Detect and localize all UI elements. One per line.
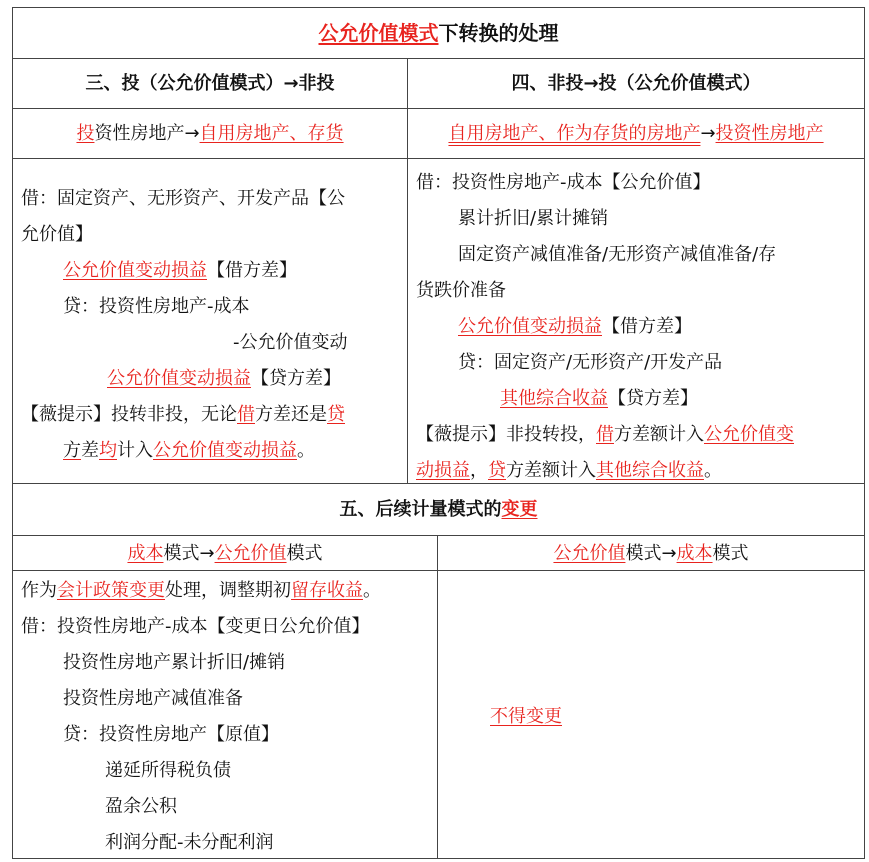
s3-line-1: 借：固定资产、无形资产、开发产品【公: [21, 188, 345, 209]
s3-line-2: 允价值】: [21, 224, 93, 245]
s4-line-8-a: 【薇提示】非投转投，: [416, 424, 596, 445]
flow4-b: →: [700, 123, 716, 144]
right-head-a: 公允价值: [553, 543, 626, 564]
s3-line-6: [21, 361, 399, 397]
s5-line-1-a: 作为: [21, 580, 57, 601]
s4-line-7-red: 其他综合收益: [500, 388, 608, 409]
section3-body: [13, 159, 407, 483]
flow4-c: 投资性房地产: [715, 123, 824, 144]
right-head-b: 模式→: [625, 543, 677, 564]
section5-right-body: [437, 571, 864, 858]
s4-line-1: 借：投资性房地产-成本【公允价值】: [416, 172, 711, 193]
section5-left-head: [13, 536, 437, 570]
flow4-a: 自用房地产、作为存货的房地产: [448, 123, 701, 144]
s4-line-9-f: 。: [704, 460, 722, 481]
section3-heading: 三、投（公允价值模式）→非投: [85, 73, 335, 94]
section-headings-row: [13, 58, 864, 108]
s5-line-1-c: 处理，调整期初: [165, 580, 291, 601]
s5-line-6: 递延所得税负债: [105, 760, 231, 781]
s4-line-9-c: 贷: [488, 460, 506, 481]
s3-line-7: [21, 397, 399, 433]
flow3-c: 自用房地产、存货: [199, 123, 344, 144]
s3-line-5: -公允价值变动: [233, 332, 348, 353]
s5-line-1: [21, 573, 429, 609]
s4-line-9-b: ，: [470, 460, 488, 481]
s4-line-9-e: 其他综合收益: [596, 460, 704, 481]
s3-line-7-b: 借: [237, 404, 255, 425]
s3-line-8-d: 计入: [117, 440, 153, 461]
s4-line-9-a: 动损益: [416, 460, 470, 481]
s5-line-1-d: 留存收益: [291, 580, 363, 601]
s3-line-4: 贷：投资性房地产-成本: [63, 296, 250, 317]
flow3-a: 投: [76, 123, 95, 144]
s4-line-3: 固定资产减值准备/无形资产减值准备/存: [458, 244, 777, 265]
section5-left-body: [13, 571, 437, 858]
s3-line-8-e: 公允价值变动损益: [153, 440, 297, 461]
s4-line-9-d: 方差额计入: [506, 460, 596, 481]
s3-line-3: [21, 253, 399, 289]
s4-line-7-tail: 【贷方差】: [608, 388, 698, 409]
s4-line-8-c: 方差额计入: [614, 424, 704, 445]
s4-line-8-d: 公允价值变: [704, 424, 794, 445]
section4-heading: 四、非投→投（公允价值模式）: [407, 59, 864, 108]
s5-line-4: 投资性房地产减值准备: [63, 688, 243, 709]
s3-line-3-tail: 【借方差】: [207, 260, 297, 281]
table-title: [13, 8, 864, 58]
section3-flow: [13, 109, 407, 158]
s4-line-7: [416, 381, 856, 417]
s3-line-3-red: 公允价值变动损益: [63, 260, 207, 281]
s5-line-1-e: 。: [363, 580, 381, 601]
s3-line-8-b: 差: [81, 440, 99, 461]
s5-line-3: 投资性房地产累计折旧/摊销: [63, 652, 286, 673]
left-head-b: 模式→: [163, 543, 215, 564]
s4-line-2: 累计折旧/累计摊销: [458, 208, 609, 229]
s4-line-4: 货跌价准备: [416, 280, 506, 301]
section5-heading-red: 变更: [501, 499, 538, 520]
s3-line-6-red: 公允价值变动损益: [107, 368, 251, 389]
s4-line-5-tail: 【借方差】: [602, 316, 692, 337]
right-head-c: 成本: [676, 543, 713, 564]
left-head-d: 模式: [286, 543, 323, 564]
journal-row: [13, 158, 864, 483]
s3-line-7-c: 方差还是: [255, 404, 327, 425]
section5-right-head: [437, 536, 864, 570]
s5-line-8: 利润分配-未分配利润: [105, 832, 274, 853]
flow3-b: 资性房地产→: [94, 123, 200, 144]
s5-line-7: 盈余公积: [105, 796, 177, 817]
s4-line-5-red: 公允价值变动损益: [458, 316, 602, 337]
left-head-c: 公允价值: [214, 543, 287, 564]
s5-line-5: 贷：投资性房地产【原值】: [63, 724, 279, 745]
right-head-d: 模式: [712, 543, 749, 564]
s3-line-8: [21, 433, 399, 469]
section5-heading-black: 五、后续计量模式的: [339, 499, 502, 520]
s4-line-8: [416, 417, 856, 453]
s3-line-8-f: 。: [297, 440, 315, 461]
s3-line-7-d: 贷: [327, 404, 345, 425]
section5-subhead-row: [13, 535, 864, 570]
section4-body: [407, 159, 864, 483]
s4-line-6: 贷：固定资产/无形资产/开发产品: [458, 352, 723, 373]
s3-line-6-tail: 【贷方差】: [251, 368, 341, 389]
s3-line-8-a: 方: [63, 440, 81, 461]
s5-line-1-b: 会计政策变更: [57, 580, 165, 601]
title-red-part: 公允价值模式: [318, 21, 439, 45]
title-black-part: 下转换的处理: [438, 21, 559, 45]
s4-line-8-b: 借: [596, 424, 614, 445]
s3-line-8-c: 均: [99, 440, 117, 461]
s5-line-2: 借：投资性房地产-成本【变更日公允价值】: [21, 616, 370, 637]
section5-heading: [13, 483, 864, 535]
section5-body-row: [13, 570, 864, 858]
s3-line-7-a: 【薇提示】投转非投，无论: [21, 404, 237, 425]
no-change-text: 不得变更: [490, 705, 562, 727]
left-head-a: 成本: [127, 543, 164, 564]
section4-flow: [407, 109, 864, 158]
s4-line-5: [416, 309, 856, 345]
conversion-table: [12, 7, 865, 859]
flow-row: [13, 108, 864, 158]
